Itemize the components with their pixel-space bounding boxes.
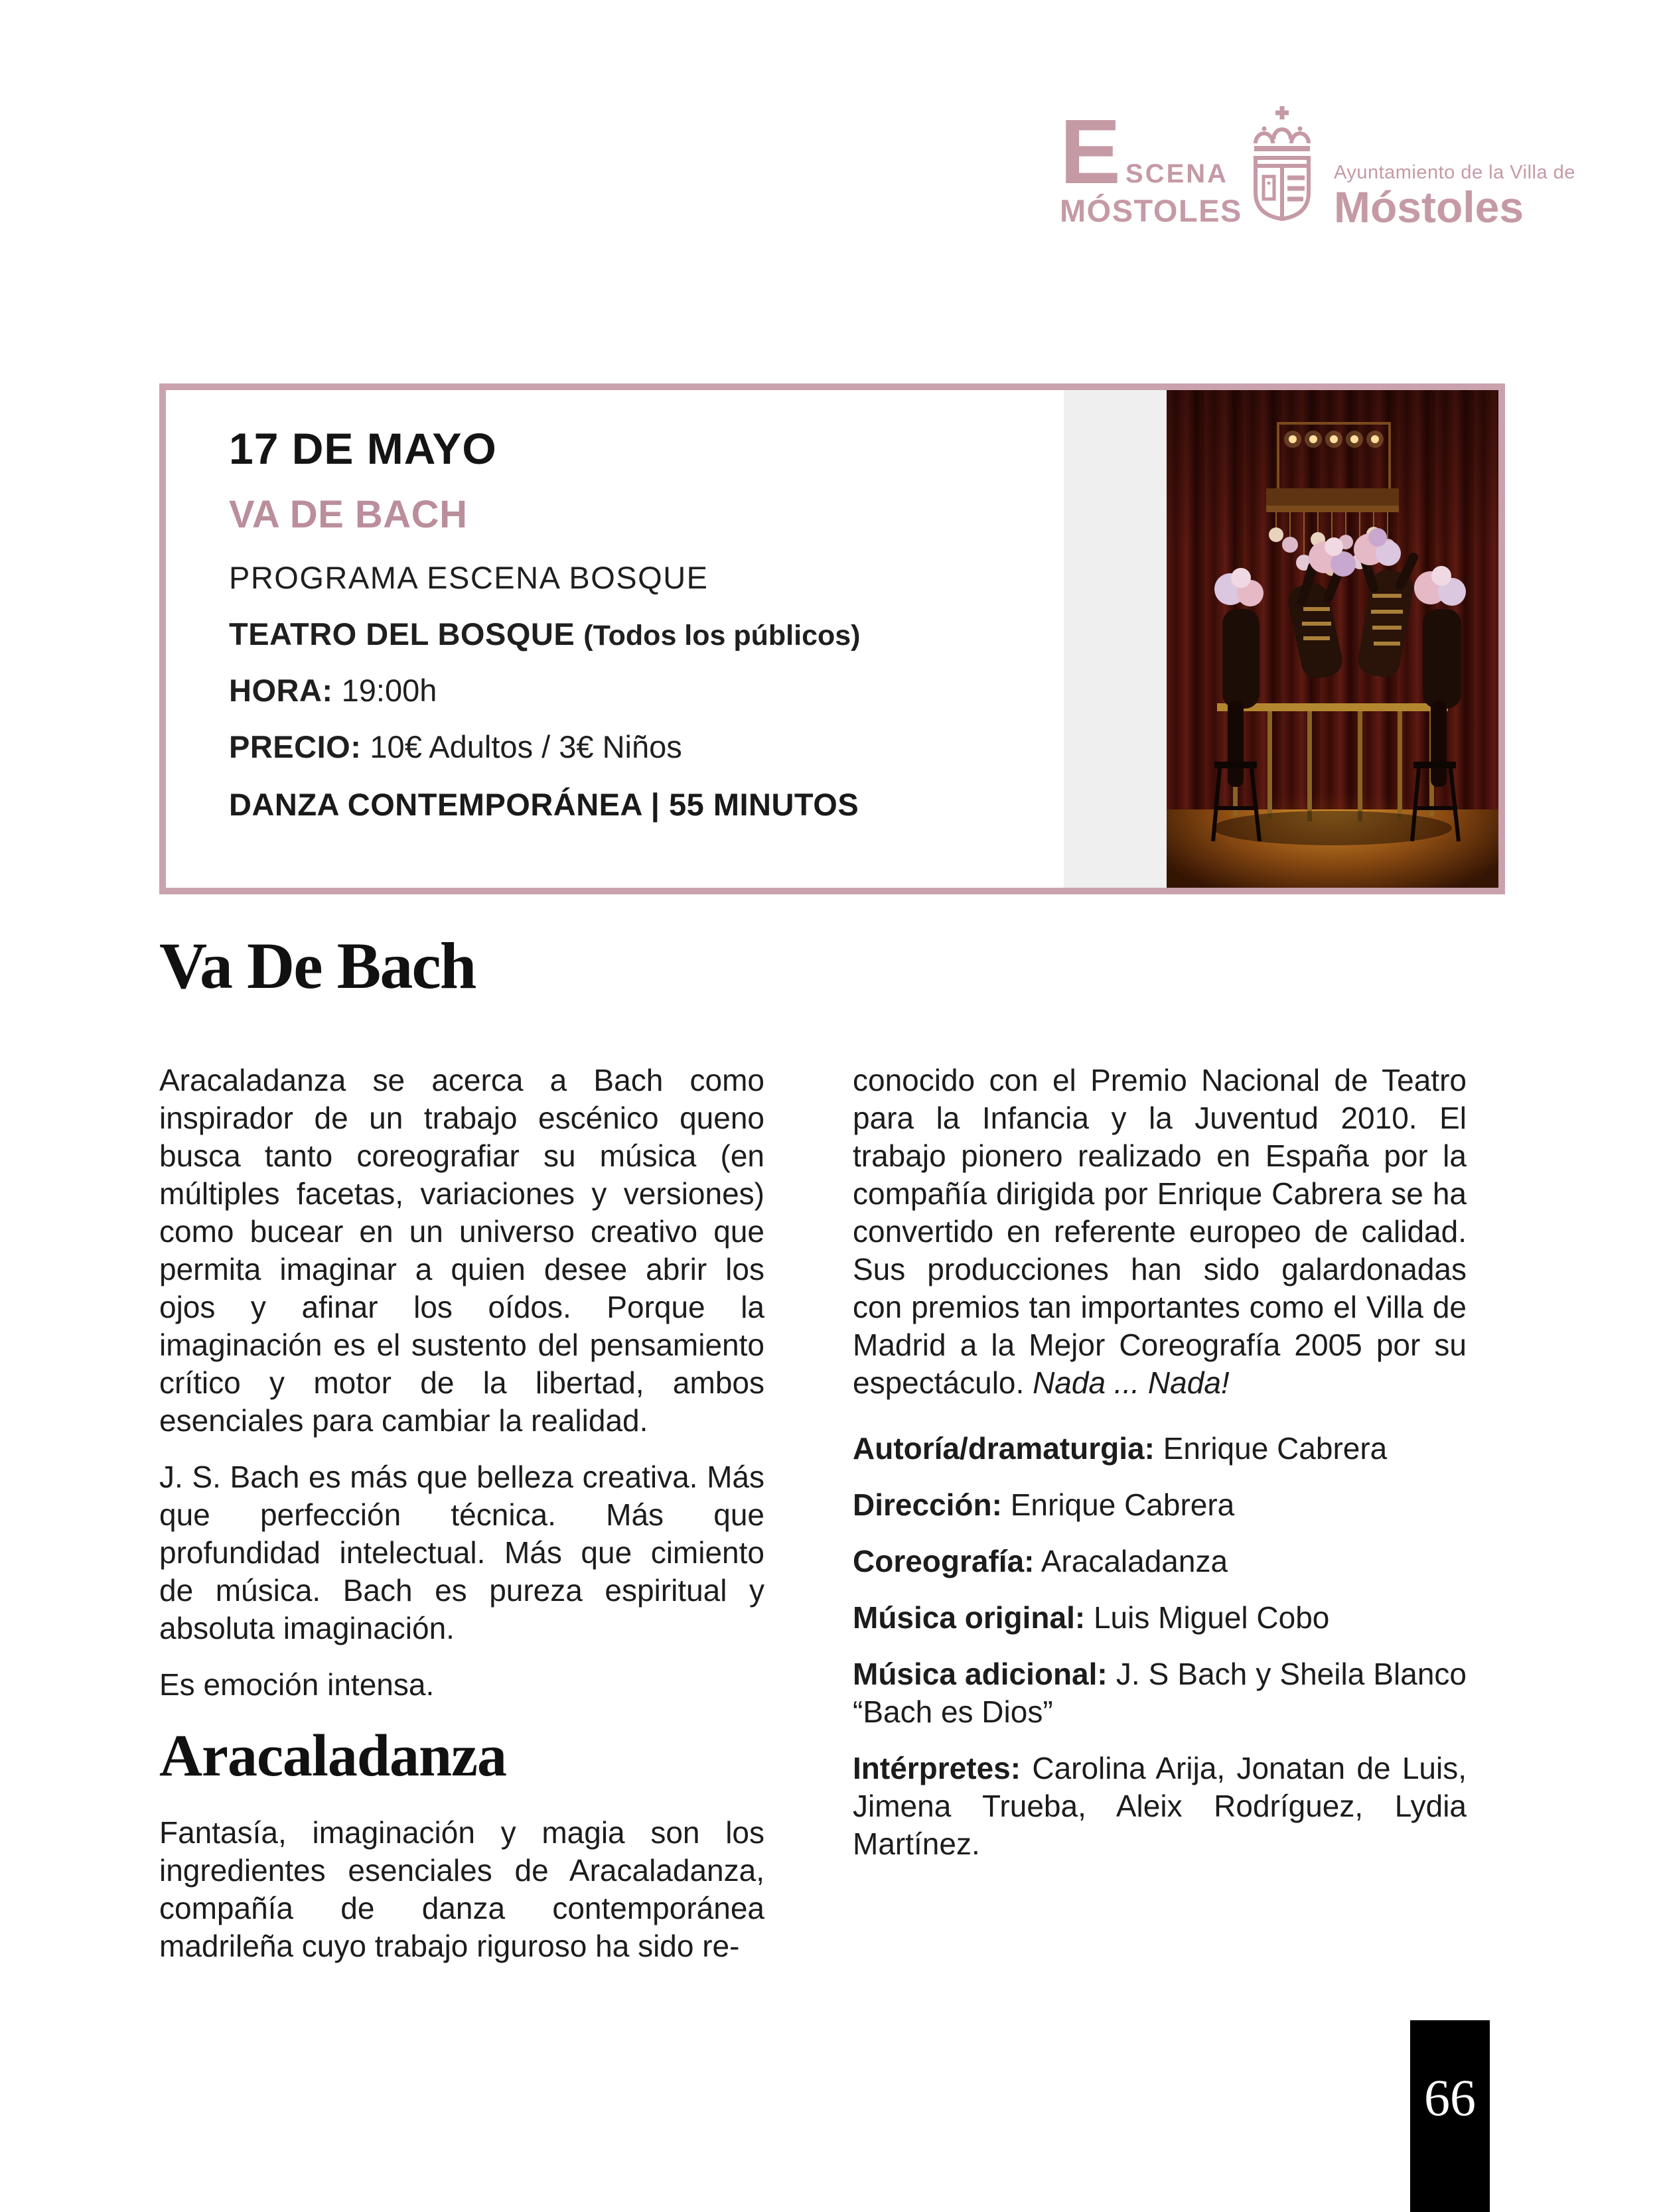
escena-logo-scena: SCENA (1125, 159, 1229, 188)
credit-original-music (853, 1599, 1467, 1637)
credit-value: Luis Miguel Cobo (1093, 1600, 1330, 1635)
event-card-text (229, 423, 1058, 823)
paragraph: Fantasía, imaginación y magia son los ingredientes esenciales de Aracaladanza, compañía de danza contemporánea madrileña cuyo trabajo riguroso ha sido re- (159, 1815, 764, 1963)
paragraph: Aracaladanza se acerca a Bach como inspirador de un trabajo escénico queno busca tanto coreografiar su música (en múltiples facetas, variaciones y versiones) como bucear en un universo creativo que permita imaginar a quien desee abrir los ojos y afinar los oídos. Porque la imaginación es el sustento del pensamiento crítico y motor de la libertad, ambos esenciales para cambiar la realidad. (159, 1063, 764, 1438)
article-left-column (159, 1062, 764, 1984)
paragraph (853, 1062, 1467, 1402)
event-price-value: 10€ Adultos / 3€ Niños (370, 729, 682, 764)
event-card (159, 383, 1505, 894)
stage-table (1213, 703, 1452, 845)
ayuntamiento-mostoles-logo (1245, 105, 1575, 232)
event-date: 17 DE MAYO (229, 424, 497, 473)
credit-label: Intérpretes: (853, 1751, 1021, 1785)
credits-list (853, 1430, 1467, 1863)
credit-value: Aracaladanza (1041, 1544, 1228, 1578)
credit-label: Música adicional: (853, 1657, 1108, 1691)
event-title: VA DE BACH (229, 493, 468, 536)
article-title: Va De Bach (159, 929, 476, 1002)
event-price (229, 728, 1058, 765)
event-genre-duration: DANZA CONTEMPORÁNEA | 55 MINUTOS (229, 787, 859, 822)
event-time-value: 19:00h (341, 673, 437, 708)
event-venue-note: (Todos los públicos) (583, 620, 861, 652)
ayto-logo-line1: Ayuntamiento de la Villa de (1334, 162, 1575, 183)
credit-label: Coreografía: (853, 1544, 1035, 1578)
article-subheading: Aracaladanza (159, 1723, 506, 1789)
event-photo (1167, 390, 1498, 888)
event-venue-label: TEATRO DEL BOSQUE (229, 616, 575, 652)
show-title-italic: Nada ... Nada! (1033, 1365, 1230, 1400)
credit-value: J. S Bach y Sheila Blanco “Bach es Dios” (853, 1657, 1467, 1729)
event-venue (229, 616, 1058, 652)
event-photo-art (1167, 390, 1498, 888)
credit-performers (853, 1750, 1467, 1863)
page-number: 66 (1424, 2069, 1476, 2126)
credit-authorship (853, 1430, 1467, 1468)
escena-logo-e: E (1060, 101, 1121, 203)
article-right-column (853, 1062, 1467, 1882)
credit-choreography (853, 1543, 1467, 1580)
credit-value: Carolina Arija, Jonatan de Luis, Jimena Trueba, Aleix Rodríguez, Lydia Martínez. (853, 1751, 1467, 1861)
event-program: PROGRAMA ESCENA BOSQUE (229, 560, 709, 595)
event-time-label: HORA: (229, 673, 333, 708)
credit-value: Enrique Cabrera (1163, 1431, 1388, 1466)
mostoles-crest-icon (1245, 105, 1319, 223)
credit-label: Autoría/dramaturgia: (853, 1431, 1155, 1466)
card-divider-strip (1064, 390, 1167, 888)
credit-label: Dirección: (853, 1487, 1002, 1522)
escena-logo-mostoles: MÓSTOLES (1060, 192, 1242, 228)
credit-direction (853, 1486, 1467, 1524)
paragraph-text: conocido con el Premio Nacional de Teatro para la Infancia y la Juventud 2010. El trabajo pionero realizado en España por la compañía dirigida por Enrique Cabrera se ha convertido en referente europeo de calidad. Sus producciones han sido galardonadas con premios tan importantes como el Villa de Madrid a la Mejor Coreografía 2005 por su espectáculo. (853, 1063, 1467, 1400)
paragraph: J. S. Bach es más que belleza creativa. Más que perfección técnica. Más que profundidad intelectual. Más que cimiento de música. Bach es pureza espiritual y absoluta imaginación. (159, 1460, 764, 1645)
credit-additional-music (853, 1655, 1467, 1731)
credit-label: Música original: (853, 1600, 1086, 1635)
event-time (229, 672, 1058, 709)
ayto-logo-line2: Móstoles (1334, 182, 1524, 232)
page-number-box (1410, 2020, 1490, 2212)
credit-value: Enrique Cabrera (1010, 1487, 1235, 1522)
event-price-label: PRECIO: (229, 729, 362, 764)
paragraph: Es emoción intensa. (159, 1667, 435, 1702)
escena-mostoles-logo (1060, 101, 1242, 228)
dancers (1213, 528, 1466, 841)
